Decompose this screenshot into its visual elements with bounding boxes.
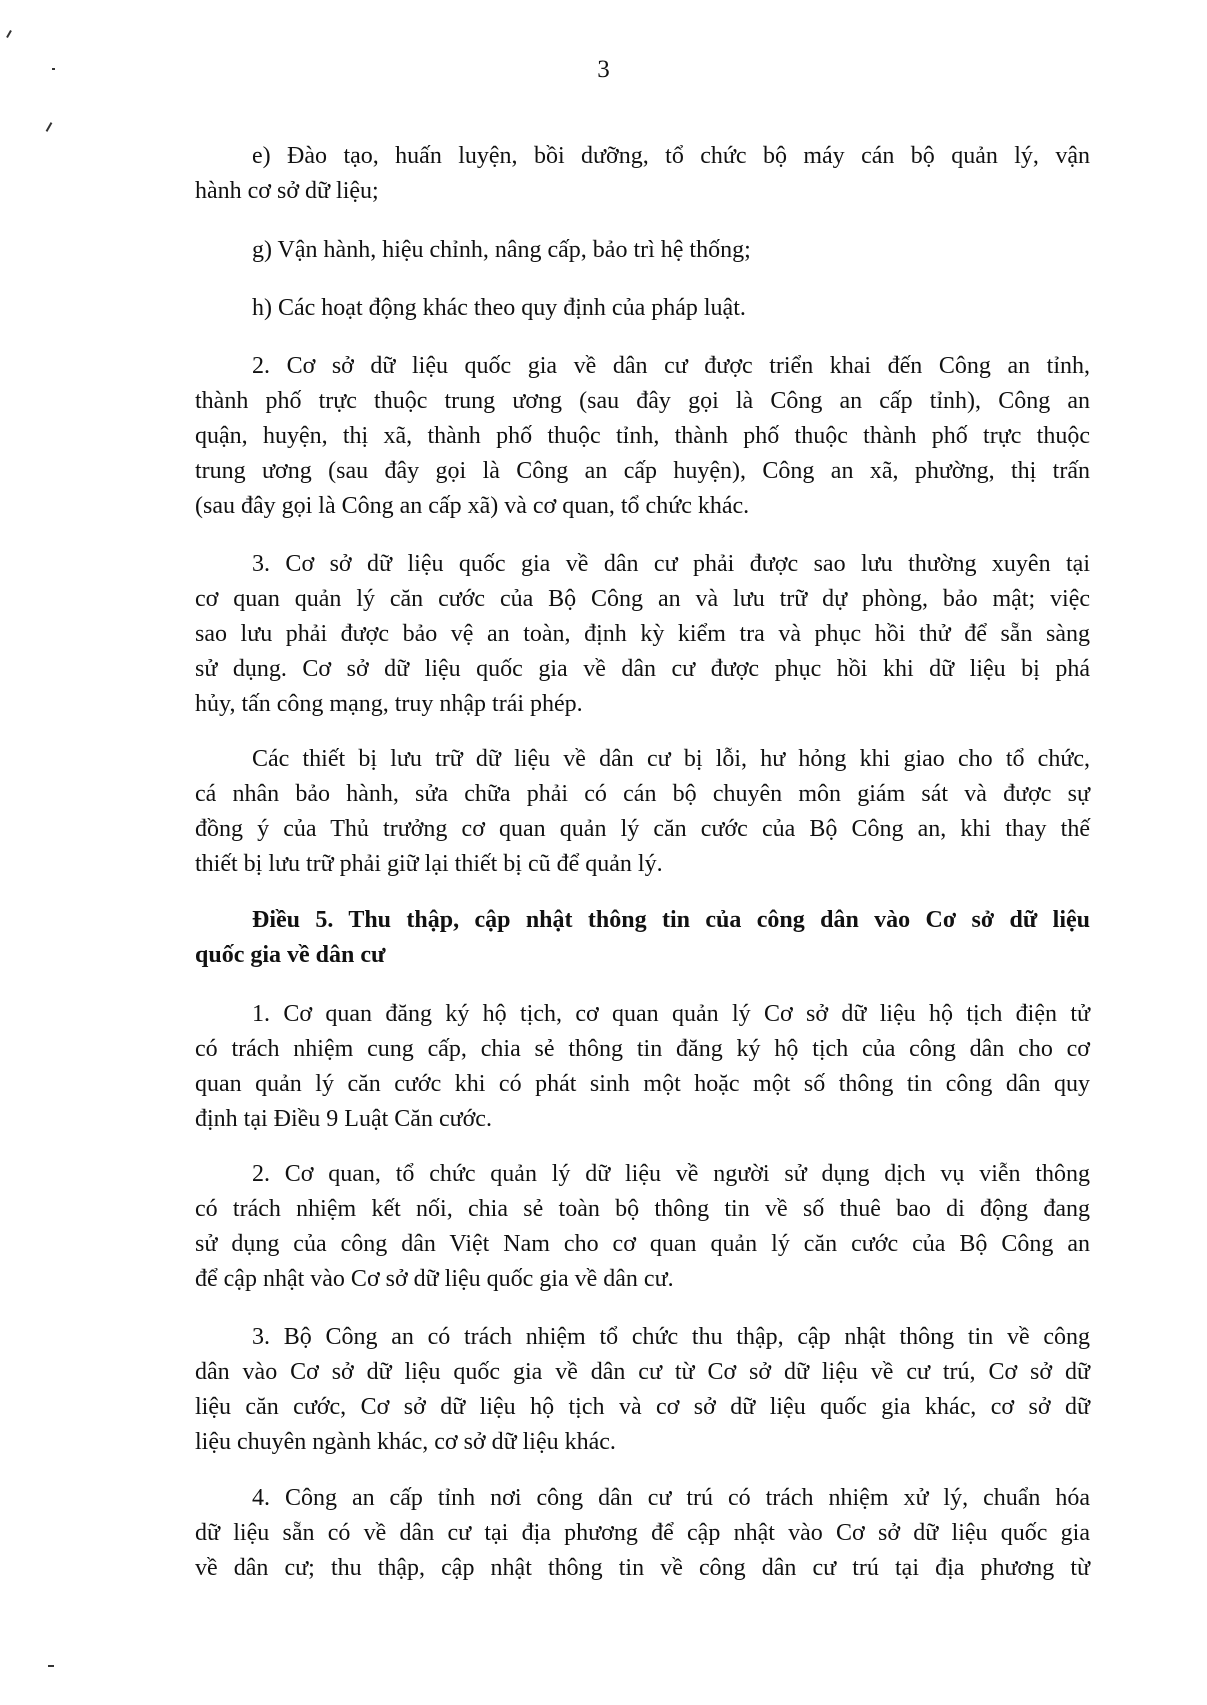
scan-mark [46,122,53,132]
text-line: hủy, tấn công mạng, truy nhập trái phép. [195,691,583,717]
paragraph [195,291,1090,326]
text-line: liệu chuyên ngành khác, cơ sở dữ liệu khác. [195,1429,616,1455]
paragraph [195,1320,1090,1460]
text-line: về dân cư; thu thập, cập nhật thông tin về công dân cư trú tại địa phương từ [195,1555,1090,1581]
text-line: (sau đây gọi là Công an cấp xã) và cơ quan, tổ chức khác. [195,493,750,519]
text-line: để cập nhật vào Cơ sở dữ liệu quốc gia về dân cư. [195,1266,674,1292]
text-line: thành phố trực thuộc trung ương (sau đây gọi là Công an cấp tỉnh), Công an [195,388,1090,414]
text-line: quốc gia về dân cư [195,942,386,968]
paragraph [195,742,1090,882]
scan-mark [52,68,55,70]
text-line: g) Vận hành, hiệu chỉnh, nâng cấp, bảo trì hệ thống; [252,237,751,263]
paragraph [195,233,1090,268]
text-line: sử dụng của công dân Việt Nam cho cơ quan quản lý căn cước của Bộ Công an [195,1231,1090,1257]
text-line: 4. Công an cấp tỉnh nơi công dân cư trú có trách nhiệm xử lý, chuẩn hóa [252,1485,1090,1511]
text-line: liệu căn cước, Cơ sở dữ liệu hộ tịch và cơ sở dữ liệu quốc gia khác, cơ sở dữ [195,1394,1090,1420]
paragraph [195,139,1090,209]
text-line: sử dụng. Cơ sở dữ liệu quốc gia về dân cư được phục hồi khi dữ liệu bị phá [195,656,1090,682]
paragraph [195,349,1090,524]
text-line: hành cơ sở dữ liệu; [195,178,379,204]
article-heading [195,903,1090,973]
text-line: có trách nhiệm kết nối, chia sẻ toàn bộ thông tin về số thuê bao di động đang [195,1196,1090,1222]
text-line: quận, huyện, thị xã, thành phố thuộc tỉnh, thành phố thuộc thành phố trực thuộc [195,423,1090,449]
text-line: định tại Điều 9 Luật Căn cước. [195,1106,492,1132]
paragraph [195,1157,1090,1297]
text-line: trung ương (sau đây gọi là Công an cấp huyện), Công an xã, phường, thị trấn [195,458,1090,484]
paragraph [195,547,1090,722]
text-line: quan quản lý căn cước khi có phát sinh một hoặc một số thông tin công dân quy [195,1071,1090,1097]
page-number: 3 [597,56,610,83]
text-line: e) Đào tạo, huấn luyện, bồi dưỡng, tổ chức bộ máy cán bộ quản lý, vận [252,143,1090,169]
text-line: 2. Cơ sở dữ liệu quốc gia về dân cư được triển khai đến Công an tỉnh, [252,353,1090,379]
text-line: Điều 5. Thu thập, cập nhật thông tin của công dân vào Cơ sở dữ liệu [252,907,1090,933]
text-line: dân vào Cơ sở dữ liệu quốc gia về dân cư từ Cơ sở dữ liệu về cư trú, Cơ sở dữ [195,1359,1090,1385]
paragraph [195,1481,1090,1586]
text-line: Các thiết bị lưu trữ dữ liệu về dân cư bị lỗi, hư hỏng khi giao cho tổ chức, [252,746,1090,772]
text-line: cơ quan quản lý căn cước của Bộ Công an và lưu trữ dự phòng, bảo mật; việc [195,586,1090,612]
text-line: đồng ý của Thủ trưởng cơ quan quản lý căn cước của Bộ Công an, khi thay thế [195,816,1090,842]
text-line: thiết bị lưu trữ phải giữ lại thiết bị cũ để quản lý. [195,851,663,877]
text-line: sao lưu phải được bảo vệ an toàn, định kỳ kiểm tra và phục hồi thử để sẵn sàng [195,621,1090,647]
scan-mark [6,30,12,38]
text-line: có trách nhiệm cung cấp, chia sẻ thông tin đăng ký hộ tịch của công dân cho cơ [195,1036,1090,1062]
text-line: 3. Bộ Công an có trách nhiệm tổ chức thu thập, cập nhật thông tin về công [252,1324,1090,1350]
text-line: cá nhân bảo hành, sửa chữa phải có cán bộ chuyên môn giám sát và được sự [195,781,1090,807]
paragraph [195,997,1090,1137]
text-line: 3. Cơ sở dữ liệu quốc gia về dân cư phải được sao lưu thường xuyên tại [252,551,1090,577]
scan-mark [48,1665,54,1667]
text-line: 1. Cơ quan đăng ký hộ tịch, cơ quan quản lý Cơ sở dữ liệu hộ tịch điện tử [252,1001,1090,1027]
text-line: dữ liệu sẵn có về dân cư tại địa phương để cập nhật vào Cơ sở dữ liệu quốc gia [195,1520,1090,1546]
text-line: h) Các hoạt động khác theo quy định của pháp luật. [252,295,746,321]
text-line: 2. Cơ quan, tổ chức quản lý dữ liệu về người sử dụng dịch vụ viễn thông [252,1161,1090,1187]
